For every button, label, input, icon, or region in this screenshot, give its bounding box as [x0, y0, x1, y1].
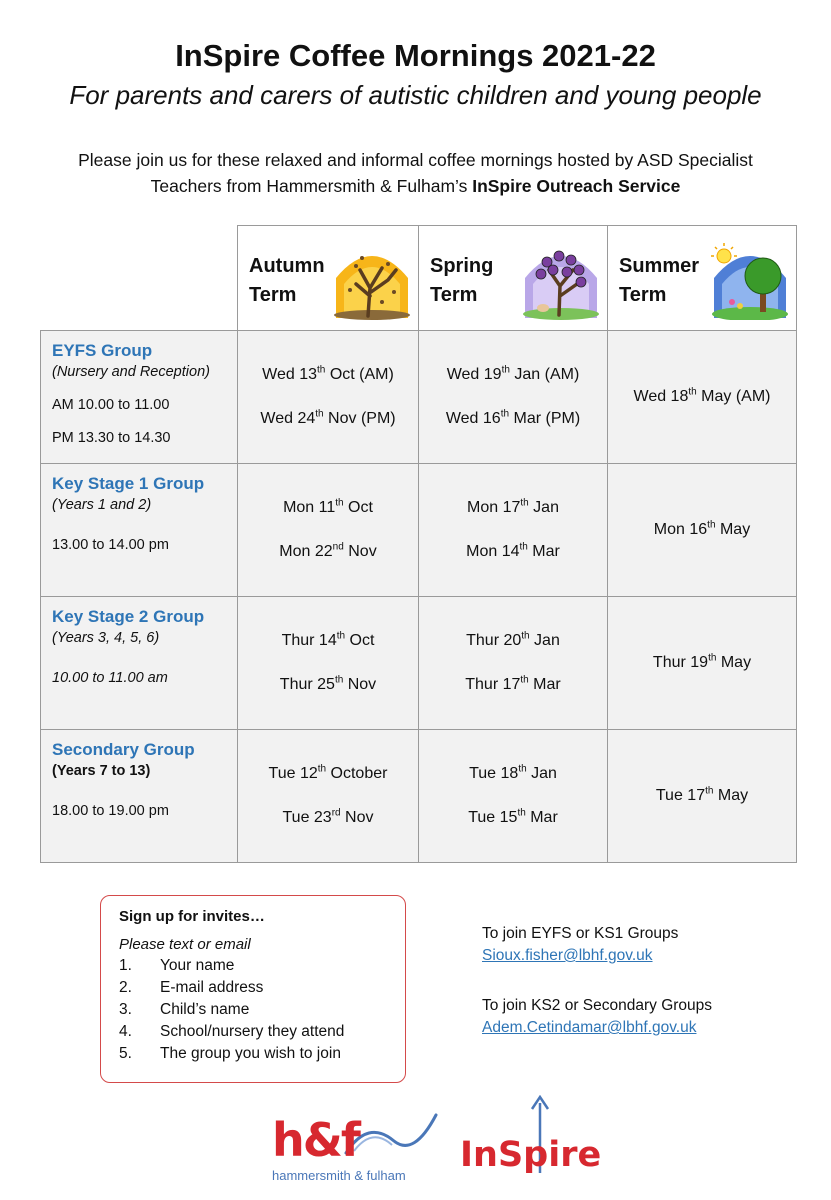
group-subtitle: (Years 1 and 2) — [52, 497, 152, 513]
date-entry: Wed 18th May (AM) — [633, 386, 771, 405]
term-header-row — [41, 226, 797, 331]
email-link-adem[interactable]: Adem.Cetindamar@lbhf.gov.uk — [482, 1019, 697, 1036]
term-label: Spring Term — [430, 255, 494, 306]
group-name: Key Stage 1 Group — [52, 474, 205, 493]
group-time: 10.00 to 11.00 am — [52, 670, 168, 686]
list-item: 5. The group you wish to join — [119, 1045, 341, 1062]
summer-tree-icon — [708, 240, 792, 320]
group-time: AM 10.00 to 11.00 — [52, 397, 170, 413]
signup-box — [100, 895, 406, 1083]
contact-label-ks2-secondary: To join KS2 or Secondary Groups — [482, 997, 713, 1014]
date-entry: Tue 18th Jan — [469, 763, 557, 782]
date-entry: Mon 22nd Nov — [279, 541, 377, 560]
spring-dates — [419, 597, 608, 730]
spring-dates — [419, 730, 608, 863]
inspire-wordmark: InSpire — [460, 1135, 602, 1175]
table-row — [41, 730, 797, 863]
table-row — [41, 597, 797, 730]
date-entry: Thur 17th Mar — [465, 674, 561, 693]
date-entry: Thur 25th Nov — [279, 674, 377, 693]
signup-list — [119, 955, 387, 1065]
date-entry: Thur 14th Oct — [281, 630, 375, 649]
date-entry: Wed 16th Mar (PM) — [445, 408, 581, 427]
group-cell — [41, 464, 238, 597]
table-row — [41, 464, 797, 597]
date-entry: Tue 17th May — [655, 785, 749, 804]
schedule-table — [40, 225, 797, 863]
list-item: 3. Child’s name — [119, 1001, 250, 1018]
spring-tree-icon — [519, 240, 603, 320]
term-label: Summer Term — [619, 255, 700, 306]
group-subtitle: (Years 7 to 13) — [52, 763, 151, 779]
autumn-dates — [238, 597, 419, 730]
inspire-logo — [460, 1095, 602, 1190]
intro-text — [0, 147, 831, 199]
group-subtitle: (Years 3, 4, 5, 6) — [52, 630, 160, 646]
signup-intro: Please text or email — [119, 936, 251, 953]
date-entry: Mon 17th Jan — [467, 497, 559, 516]
term-header-autumn — [238, 226, 419, 331]
service-name: InSpire Outreach Service — [472, 176, 681, 196]
autumn-dates — [238, 464, 419, 597]
date-entry: Wed 24th Nov (PM) — [260, 408, 396, 427]
group-cell — [41, 331, 238, 464]
hf-subtitle: hammersmith & fulham — [272, 1168, 406, 1183]
summer-dates — [608, 730, 797, 863]
blank-header-cell — [41, 226, 238, 331]
summer-dates — [608, 331, 797, 464]
group-cell — [41, 597, 238, 730]
term-label: Autumn Term — [249, 255, 325, 306]
date-entry: Tue 12th October — [268, 763, 388, 782]
list-item: 2. E-mail address — [119, 979, 264, 996]
group-name: EYFS Group — [52, 341, 153, 360]
group-name: Secondary Group — [52, 740, 195, 759]
intro-line-1: Please join us for these relaxed and informal coffee mornings hosted by ASD Specialist — [78, 150, 753, 170]
date-entry: Mon 11th Oct — [283, 497, 373, 516]
list-item: 1. Your name — [119, 957, 235, 974]
group-time: 13.00 to 14.00 pm — [52, 537, 169, 553]
date-entry: Tue 15th Mar — [468, 807, 558, 826]
term-header-spring — [419, 226, 608, 331]
list-item: 4. School/nursery they attend — [119, 1023, 345, 1040]
autumn-tree-icon — [330, 240, 414, 320]
summer-dates — [608, 464, 797, 597]
date-entry: Thur 20th Jan — [466, 630, 560, 649]
contacts-block — [482, 923, 802, 1039]
contact-label-eyfs-ks1: To join EYFS or KS1 Groups — [482, 925, 679, 942]
hf-mark: h&f — [272, 1113, 359, 1167]
spring-dates — [419, 464, 608, 597]
group-cell — [41, 730, 238, 863]
group-time: PM 13.30 to 14.30 — [52, 430, 171, 446]
date-entry: Wed 13th Oct (AM) — [262, 364, 394, 383]
term-header-summer — [608, 226, 797, 331]
summer-dates — [608, 597, 797, 730]
page-title: InSpire Coffee Mornings 2021-22 — [175, 38, 656, 73]
email-link-sioux[interactable]: Sioux.fisher@lbhf.gov.uk — [482, 947, 653, 964]
date-entry: Mon 16th May — [653, 519, 751, 538]
signup-heading: Sign up for invites… — [119, 908, 265, 925]
group-subtitle: (Nursery and Reception) — [52, 364, 210, 380]
date-entry: Wed 19th Jan (AM) — [446, 364, 580, 383]
page-subtitle: For parents and carers of autistic children and young people — [69, 80, 762, 110]
spring-dates — [419, 331, 608, 464]
hammersmith-fulham-logo — [268, 1105, 448, 1190]
date-entry: Mon 14th Mar — [466, 541, 560, 560]
table-row — [41, 331, 797, 464]
date-entry: Tue 23rd Nov — [282, 807, 374, 826]
autumn-dates — [238, 331, 419, 464]
autumn-dates — [238, 730, 419, 863]
group-time: 18.00 to 19.00 pm — [52, 803, 169, 819]
intro-line-2: Teachers from Hammersmith & Fulham’s — [150, 176, 473, 196]
group-name: Key Stage 2 Group — [52, 607, 205, 626]
date-entry: Thur 19th May — [652, 652, 752, 671]
